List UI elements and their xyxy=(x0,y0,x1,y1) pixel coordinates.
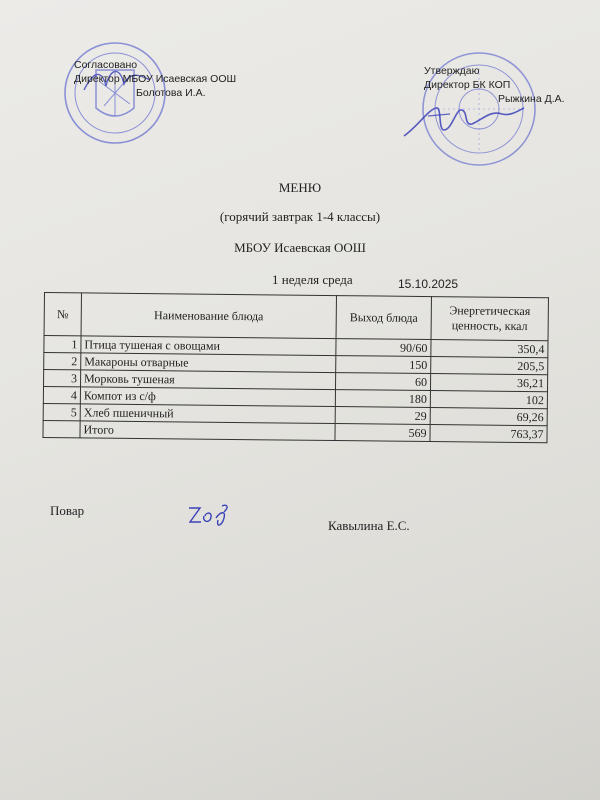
dish-output: 150 xyxy=(336,356,431,374)
dish-name: Макароны отварные xyxy=(81,353,336,373)
menu-date: 15.10.2025 xyxy=(398,277,459,291)
dish-name: Морковь тушеная xyxy=(81,370,336,390)
cook-label: Повар xyxy=(50,503,85,518)
approval-right-name: Рыжкина Д.А. xyxy=(498,93,565,105)
table-header-row xyxy=(44,293,548,341)
total-output: 569 xyxy=(335,424,430,442)
menu-subtitle: (горячий завтрак 1-4 классы) xyxy=(219,209,381,224)
col-number-header: № xyxy=(44,293,81,336)
dish-output: 60 xyxy=(335,373,430,391)
approval-right-line2: Директор БК КОП xyxy=(424,79,511,91)
school-name: МБОУ Исаевская ООШ xyxy=(234,240,366,255)
total-kcal: 763,37 xyxy=(430,425,547,443)
dish-kcal: 36,21 xyxy=(430,374,547,392)
row-number: 3 xyxy=(44,370,81,387)
row-number: 5 xyxy=(43,403,80,420)
dish-name: Компот из с/ф xyxy=(80,387,335,407)
dish-name: Хлеб пшеничный xyxy=(80,404,335,424)
col-output-header: Выход блюда xyxy=(336,296,431,340)
dish-output: 29 xyxy=(335,407,430,425)
row-number: 2 xyxy=(44,353,81,370)
approval-left-line2: Директор МБОУ Исаевская ООШ xyxy=(74,73,237,85)
col-name-header: Наименование блюда xyxy=(81,293,336,339)
cook-signature xyxy=(186,500,236,532)
dish-name: Птица тушеная с овощами xyxy=(81,336,336,356)
row-number: 4 xyxy=(43,387,80,404)
dish-kcal: 350,4 xyxy=(431,340,548,358)
cook-name: Кавылина Е.С. xyxy=(328,518,410,533)
week-day: 1 неделя среда xyxy=(272,272,353,287)
approval-left-block xyxy=(74,58,236,100)
row-number: 1 xyxy=(44,336,81,353)
menu-table xyxy=(42,292,549,443)
dish-kcal: 102 xyxy=(430,391,547,409)
menu-title: МЕНЮ xyxy=(278,180,322,195)
total-label: Итого xyxy=(80,421,335,441)
dish-kcal: 205,5 xyxy=(431,357,548,375)
dish-output: 90/60 xyxy=(336,339,431,357)
approval-right-block xyxy=(424,64,565,106)
dish-output: 180 xyxy=(335,390,430,408)
total-number-cell xyxy=(43,420,80,437)
approval-right-line1: Утверждаю xyxy=(424,65,480,77)
col-kcal-header: Энергетическая ценность, ккал xyxy=(431,297,548,341)
dish-kcal: 69,26 xyxy=(430,408,547,426)
approval-left-name: Болотова И.А. xyxy=(136,87,206,99)
approval-left-line1: Согласовано xyxy=(74,59,138,71)
